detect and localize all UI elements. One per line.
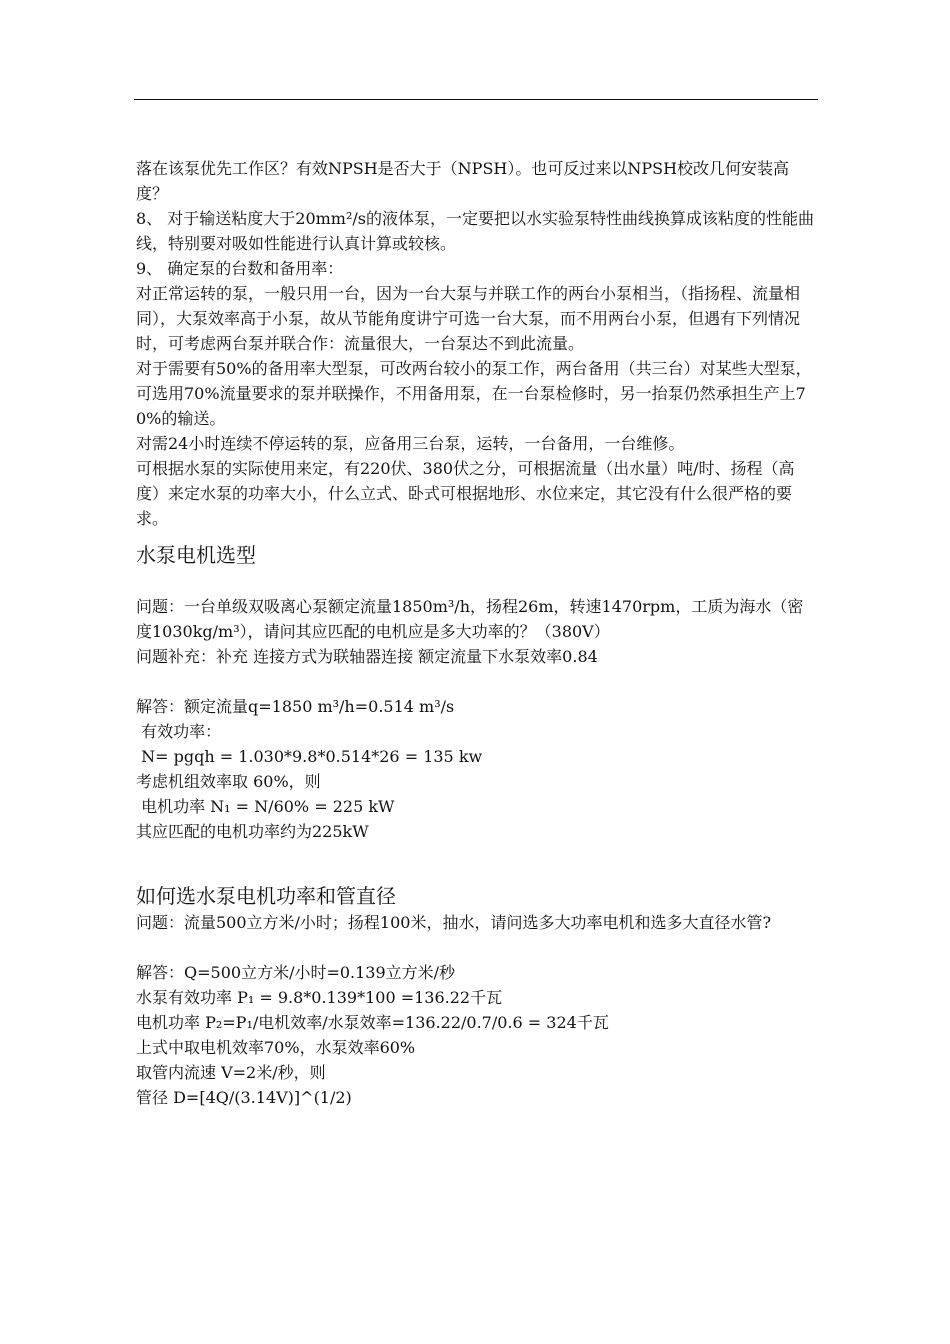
section-heading: 如何选水泵电机功率和管直径 xyxy=(136,884,396,908)
answer-line: N= pgqh = 1.030*9.8*0.514*26 = 135 kw xyxy=(136,747,483,766)
section-pump-selection xyxy=(136,156,816,531)
paragraph: 对于需要有50%的备用率大型泵，可改两台较小的泵工作，两台备用（共三台）对某些大型泵，可选用70%流量要求的泵并联操作，不用备用泵，在一台泵检修时，另一抬泵仍然承担生产上70%的输送。 xyxy=(136,359,812,428)
question-supplement: 问题补充：补充 连接方式为联轴器连接 额定流量下水泵效率0.84 xyxy=(136,647,598,666)
paragraph: 对正常运转的泵，一般只用一台，因为一台大泵与并联工作的两台小泵相当，（指扬程、流量相同），大泵效率高于小泵，故从节能角度讲宁可选一台大泵，而不用两台小泵，但遇有下列情况时，可考虑两台泵并联合作：流量很大，一台泵达不到此流量。 xyxy=(136,284,801,353)
answer-line: 上式中取电机效率70%，水泵效率60% xyxy=(136,1038,416,1057)
section-heading: 水泵电机选型 xyxy=(136,543,256,567)
answer-line: 有效功率： xyxy=(136,722,222,741)
paragraph: 落在该泵优先工作区？有效NPSH是否大于（NPSH）。也可反过来以NPSH校改几何安装高度？ xyxy=(136,159,790,203)
answer-line: 电机功率 N₁ = N/60% = 225 kW xyxy=(136,797,395,816)
document-body xyxy=(136,156,816,1110)
header-rule xyxy=(134,99,818,100)
answer-line: 其应匹配的电机功率约为225kW xyxy=(136,822,369,841)
answer-line: 解答：额定流量q=1850 m³/h=0.514 m³/s xyxy=(136,697,455,716)
answer-line: 解答：Q=500立方米/小时=0.139立方米/秒 xyxy=(136,963,456,982)
answer-line: 水泵有效功率 P₁ = 9.8*0.139*100 =136.22千瓦 xyxy=(136,988,503,1007)
answer-line: 电机功率 P₂=P₁/电机效率/水泵效率=136.22/0.7/0.6 = 324千瓦 xyxy=(136,1013,609,1032)
question-text: 问题：一台单级双吸离心泵额定流量1850m³/h，扬程26m，转速1470rpm，工质为海水（密度1030kg/m³），请问其应匹配的电机应是多大功率的？（380V） xyxy=(136,597,804,641)
question-text: 问题：流量500立方米/小时；扬程100米，抽水，请问选多大功率电机和选多大直径水管? xyxy=(136,913,772,932)
paragraph: 对需24小时连续不停运转的泵，应备用三台泵，运转，一台备用，一台维修。 xyxy=(136,434,685,453)
section-motor-selection xyxy=(136,541,816,844)
paragraph: 8、 对于输送粘度大于20mm²/s的液体泵，一定要把以水实验泵特性曲线换算成该粘度的性能曲线，特别要对吸如性能进行认真计算或较核。 xyxy=(136,209,814,253)
answer-line: 取管内流速 V=2米/秒，则 xyxy=(136,1063,326,1082)
paragraph: 可根据水泵的实际使用来定，有220伏、380伏之分，可根据流量（出水量）吨/时、扬程（高度）来定水泵的功率大小，什么立式、卧式可根据地形、水位来定，其它没有什么很严格的要求。 xyxy=(136,459,795,528)
paragraph: 9、 确定泵的台数和备用率： xyxy=(136,259,344,278)
section-motor-pipe-selection xyxy=(136,882,816,1110)
answer-line: 考虑机组效率取 60%，则 xyxy=(136,772,321,791)
answer-line: 管径 D=[4Q/(3.14V)]^(1/2) xyxy=(136,1088,352,1107)
